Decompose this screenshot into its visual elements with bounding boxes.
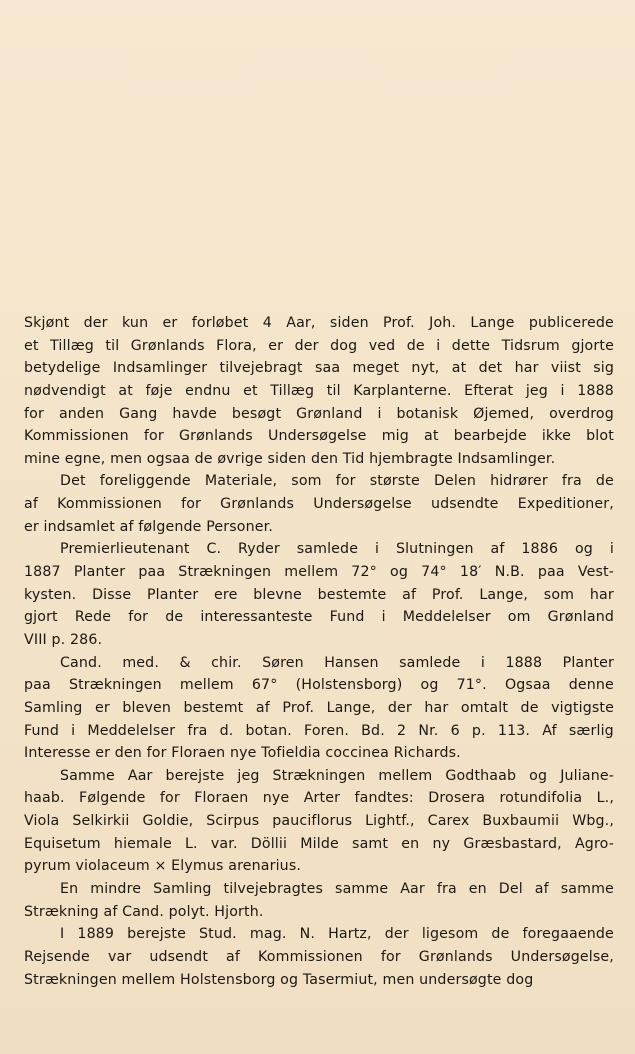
text-line: En mindre Samling tilvejebragtes samme Aar fra en Del af samme: [60, 881, 614, 898]
text-line: af Kommissionen for Grønlands Undersøgelse udsendte Expeditioner,: [24, 496, 614, 513]
text-line: mine egne, men ogsaa de øvrige siden den Tid hjembragte Indsamlinger.: [24, 450, 556, 467]
text-line: Det foreliggende Materiale, som for største Delen hidrører fra de: [60, 473, 614, 490]
text-line: Interesse er den for Floraen nye Tofieldia coccinea Richards.: [24, 745, 461, 762]
text-line: et Tillæg til Grønlands Flora, er der dog ved de i dette Tidsrum gjorte: [24, 337, 614, 354]
text-line: Rejsende var udsendt af Kommissionen for Grønlands Undersøgelse,: [24, 948, 614, 965]
text-line: Equisetum hiemale L. var. Döllii Milde samt en ny Græsbastard, Agro-: [24, 835, 614, 852]
text-line: Samme Aar berejste jeg Strækningen mellem Godthaab og Juliane-: [60, 767, 614, 784]
text-line: Fund i Meddelelser fra d. botan. Foren. Bd. 2 Nr. 6 p. 113. Af særlig: [24, 722, 614, 739]
text-line: kysten. Disse Planter ere blevne bestemte af Prof. Lange, som har: [24, 586, 614, 603]
text-line: Cand. med. & chir. Søren Hansen samlede i 1888 Planter: [60, 654, 614, 671]
text-line: nødvendigt at føje endnu et Tillæg til Karplanterne. Efterat jeg i 1888: [24, 382, 614, 399]
text-line: Premierlieutenant C. Ryder samlede i Slutningen af 1886 og i: [60, 541, 614, 558]
text-line: paa Strækningen mellem 67° (Holstensborg) og 71°. Ogsaa denne: [24, 677, 614, 694]
text-line: pyrum violaceum × Elymus arenarius.: [24, 858, 302, 875]
text-line: Skjønt der kun er forløbet 4 Aar, siden Prof. Joh. Lange publicerede: [24, 315, 614, 331]
text-line: betydelige Indsamlinger tilvejebragt saa meget nyt, at det har viist sig: [24, 360, 614, 377]
text-line: for anden Gang havde besøgt Grønland i botanisk Øjemed, overdrog: [24, 405, 614, 422]
text-line: Samling er bleven bestemt af Prof. Lange, der har omtalt de vigtigste: [24, 699, 614, 716]
text-line: Viola Selkirkii Goldie, Scirpus pauciflorus Lightf., Carex Buxbaumii Wbg.,: [24, 813, 614, 830]
text-line: VIII p. 286.: [24, 631, 103, 648]
text-line: Strækningen mellem Holstensborg og Tasermiut, men undersøgte dog: [24, 971, 534, 988]
text-line: 1887 Planter paa Strækningen mellem 72° og 74° 18′ N.B. paa Vest-: [24, 564, 614, 581]
text-line: Strækning af Cand. polyt. Hjorth.: [24, 903, 264, 920]
text-line: er indsamlet af følgende Personer.: [24, 518, 273, 535]
body-text: [24, 312, 614, 991]
text-line: gjort Rede for de interessanteste Fund i Meddelelser om Grønland: [24, 609, 614, 626]
text-line: I 1889 berejste Stud. mag. N. Hartz, der ligesom de foregaaende: [60, 926, 614, 943]
text-line: Kommissionen for Grønlands Undersøgelse mig at bearbejde ikke blot: [24, 428, 614, 445]
text-line: haab. Følgende for Floraen nye Arter fandtes: Drosera rotundifolia L.,: [24, 790, 614, 807]
